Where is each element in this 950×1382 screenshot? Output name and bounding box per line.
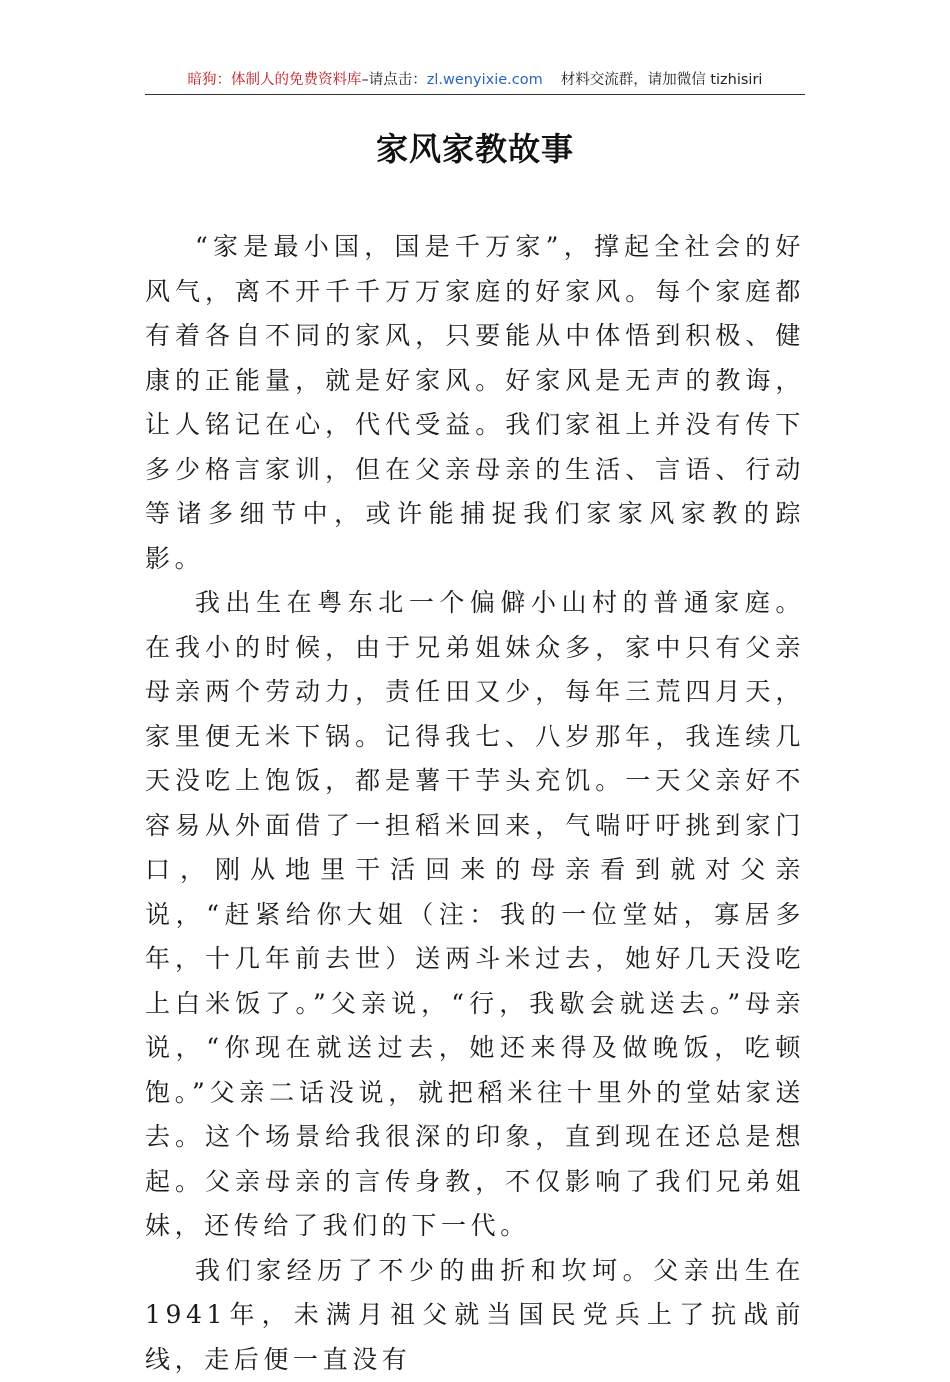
document-title: 家风家教故事 xyxy=(0,124,950,170)
header-click-prompt: –请点击： xyxy=(362,72,427,88)
paragraph: “家是最小国，国是千万家”，撑起全社会的好风气，离不开千千万万家庭的好家风。每个家庭都有着各自不同的家风，只要能从中体悟到积极、健康的正能量，就是好家风。好家风是无声的教诲，让人铭记在心，代代受益。我们家祖上并没有传下多少格言家训，但在父亲母亲的生活、言语、行动等诸多细节中，或许能捕捉我们家家风家教的踪影。 xyxy=(145,225,805,581)
paragraph: 我出生在粤东北一个偏僻小山村的普通家庭。在我小的时候，由于兄弟姐妹众多，家中只有父亲母亲两个劳动力，责任田又少，每年三荒四月天，家里便无米下锅。记得我七、八岁那年，我连续几天没吃上饱饭，都是薯干芋头充饥。一天父亲好不容易从外面借了一担稻米回来，气喘吁吁挑到家门口，刚从地里干活回来的母亲看到就对父亲说，“赶紧给你大姐（注：我的一位堂姑，寡居多年，十几年前去世）送两斗米过去，她好几天没吃上白米饭了。”父亲说，“行，我歇会就送去。”母亲说，“你现在就送过去，她还来得及做晚饭，吃顿饱。”父亲二话没说，就把稻米往十里外的堂姑家送去。这个场景给我很深的印象，直到现在还总是想起。父亲母亲的言传身教，不仅影响了我们兄弟姐妹，还传给了我们的下一代。 xyxy=(145,581,805,1249)
document-body xyxy=(145,225,805,1382)
header-group-note: 材料交流群，请加微信 tizhisiri xyxy=(561,72,763,88)
header-url-link[interactable]: zl.wenyixie.com xyxy=(427,72,543,88)
paragraph: 我们家经历了不少的曲折和坎坷。父亲出生在1941年，未满月祖父就当国民党兵上了抗战前线，走后便一直没有 xyxy=(145,1249,805,1382)
page-header xyxy=(145,66,805,95)
header-site-name: 暗狗：体制人的免费资料库 xyxy=(188,72,362,88)
